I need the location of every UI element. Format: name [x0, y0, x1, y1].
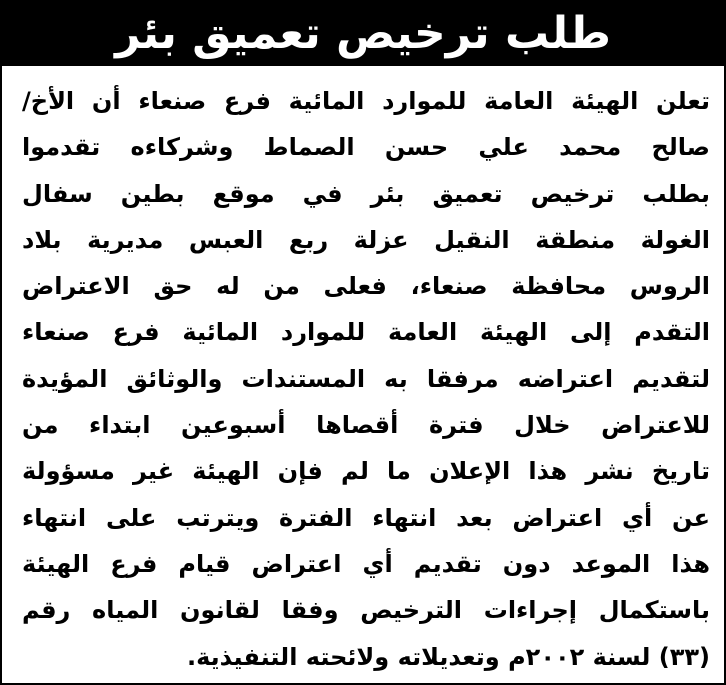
notice-title: طلب ترخيص تعميق بئر — [115, 8, 611, 59]
notice-line: بطلب ترخيص تعميق بئر في موقع بطين سفال — [22, 179, 710, 208]
notice-line: (٣٣) لسنة ٢٠٠٢م وتعديلاته ولائحته التنفيذية. — [186, 642, 710, 671]
notice-line: باستكمال إجراءات الترخيص وفقا لقانون المياه رقم — [22, 596, 710, 625]
notice-line: صالح محمد علي حسن الصماط وشركاءه تقدموا — [22, 133, 710, 162]
notice-line: التقدم إلى الهيئة العامة للموارد المائية فرع صنعاء — [22, 318, 710, 347]
notice-line: للاعتراض خلال فترة أقصاها أسبوعين ابتداء من — [22, 411, 710, 440]
notice-line: هذا الموعد دون تقديم أي اعتراض قيام فرع الهيئة — [22, 549, 710, 578]
notice-line: تاريخ نشر هذا الإعلان ما لم فإن الهيئة غير مسؤولة — [22, 457, 710, 486]
notice-line: الغولة منطقة النقيل عزلة ربع العبس مديرية بلاد — [22, 225, 710, 254]
notice-body — [22, 78, 710, 680]
notice-line: عن أي اعتراض بعد انتهاء الفترة ويترتب على انتهاء — [22, 503, 710, 532]
notice-header — [2, 2, 724, 66]
notice-line: لتقديم اعتراضه مرفقا به المستندات والوثائق المؤيدة — [22, 364, 710, 393]
notice-line: تعلن الهيئة العامة للموارد المائية فرع صنعاء أن الأخ/ — [22, 87, 710, 115]
notice-line: الروس محافظة صنعاء، فعلى من له حق الاعتراض — [22, 272, 710, 301]
